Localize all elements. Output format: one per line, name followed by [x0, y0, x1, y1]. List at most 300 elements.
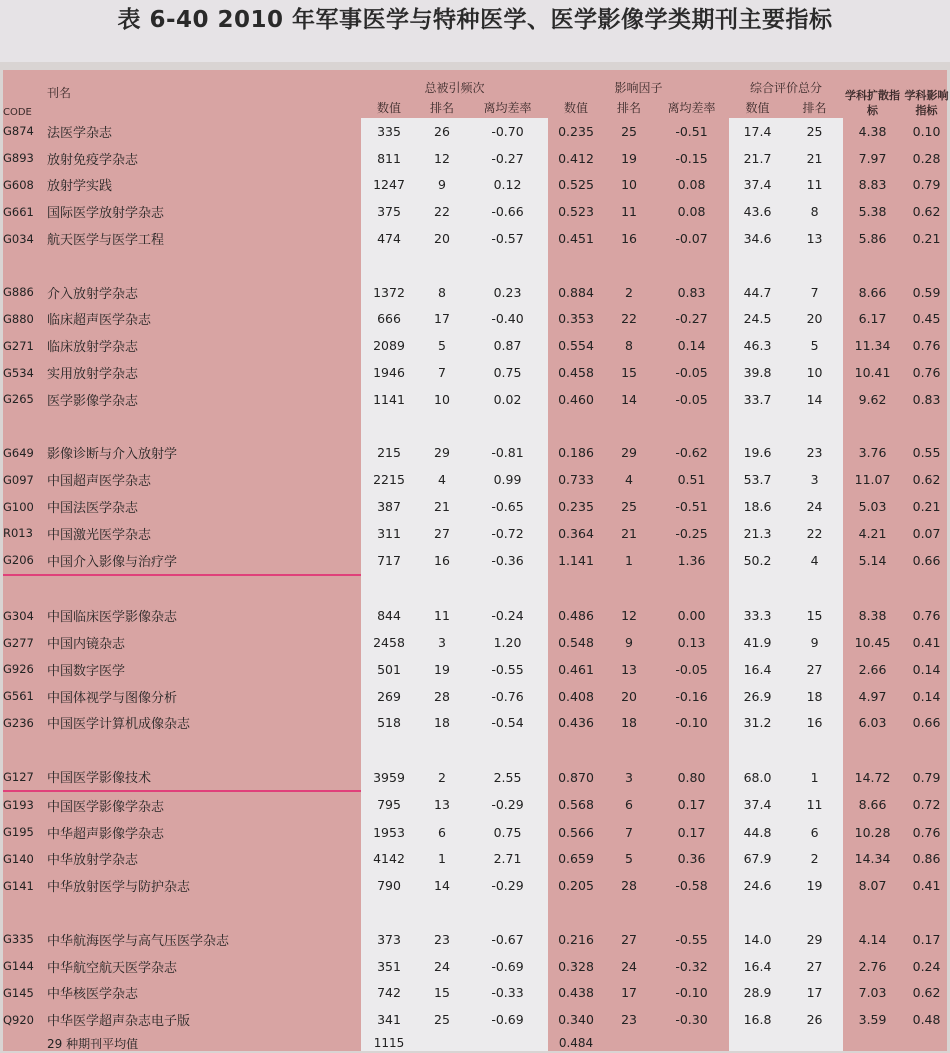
- overall-score-value: 39.8: [743, 365, 772, 381]
- overall-score-value: 33.7: [743, 391, 772, 407]
- total-citations-rank: 17: [434, 311, 450, 327]
- table-row: [3, 198, 950, 225]
- impact-factor-rank: 20: [621, 688, 637, 704]
- total-citations-rank: 5: [438, 338, 446, 354]
- header-total-citations: 总被引频次: [424, 81, 485, 95]
- impact-factor-rank: 8: [625, 338, 633, 354]
- influence-index: 0.28: [912, 150, 941, 166]
- journal-name: 中国医学影像学杂志: [47, 799, 165, 815]
- journal-name: 国际医学放射学杂志: [47, 206, 165, 222]
- overall-score-rank: 1: [810, 769, 819, 785]
- total-citations-rank: 2: [438, 769, 446, 785]
- impact-factor-rank: 2: [625, 284, 633, 300]
- spacer-cell: [3, 899, 950, 926]
- total-citations-value: 518: [377, 715, 401, 731]
- journal-name: 中国内镜杂志: [47, 637, 126, 653]
- impact-factor-deviation: -0.51: [675, 123, 708, 139]
- overall-score-rank: 29: [806, 931, 823, 947]
- impact-factor-rank: 29: [621, 445, 637, 461]
- impact-factor-deviation: -0.05: [675, 391, 708, 407]
- total-citations-value: 1247: [373, 177, 405, 193]
- impact-factor-deviation: -0.10: [675, 715, 708, 731]
- total-citations-deviation: 0.75: [493, 824, 522, 840]
- total-citations-deviation: -0.29: [491, 878, 524, 894]
- journal-code: G304: [3, 608, 34, 623]
- total-citations-value: 269: [377, 688, 401, 704]
- journal-name: 放射学实践: [47, 179, 113, 195]
- total-citations-value: 335: [377, 123, 401, 139]
- table-row: [3, 332, 950, 359]
- journal-name: 航天医学与医学工程: [47, 233, 165, 249]
- expansion-index: 4.21: [858, 525, 887, 541]
- overall-score-value: 16.8: [743, 1012, 772, 1028]
- table-row: [3, 819, 950, 846]
- overall-score-rank: 20: [806, 311, 823, 327]
- total-citations-deviation: 0.12: [493, 177, 522, 193]
- expansion-index: 5.86: [858, 231, 887, 247]
- impact-factor-deviation: -0.10: [675, 985, 708, 1001]
- total-citations-rank: 12: [434, 150, 450, 166]
- journal-code: G206: [3, 547, 47, 575]
- total-citations-rank: 11: [434, 608, 450, 624]
- subheader-rank: 排名: [617, 100, 642, 115]
- impact-factor-value: 0.568: [558, 797, 594, 813]
- total-citations-value: 1141: [373, 391, 405, 407]
- impact-factor-value: 0.458: [558, 365, 594, 381]
- journal-code: Q920: [3, 1012, 35, 1027]
- overall-score-value: 37.4: [743, 797, 772, 813]
- overall-score-rank: 4: [810, 553, 819, 569]
- journal-name: 中国介入影像与治疗学: [47, 547, 361, 575]
- impact-factor-rank: 4: [625, 472, 633, 488]
- table-row: [3, 547, 950, 575]
- total-citations-value: 2089: [373, 338, 405, 354]
- table-row: [3, 791, 950, 819]
- total-citations-value: 2458: [373, 635, 405, 651]
- expansion-index: 7.03: [858, 985, 887, 1001]
- impact-factor-deviation: -0.58: [675, 878, 708, 894]
- impact-factor-rank: 28: [621, 878, 637, 894]
- table-row: [3, 440, 950, 467]
- impact-factor-value: 0.436: [558, 715, 594, 731]
- impact-factor-value: 0.438: [558, 985, 594, 1001]
- impact-factor-deviation: 0.08: [677, 204, 706, 220]
- table-row: [3, 683, 950, 710]
- table-row: [3, 953, 950, 980]
- group-spacer: [3, 252, 950, 279]
- impact-factor-value: 1.141: [558, 553, 594, 569]
- journal-code: G277: [3, 635, 34, 650]
- overall-score-rank: 13: [806, 231, 823, 247]
- total-citations-rank: 6: [438, 824, 446, 840]
- impact-factor-value: 0.566: [558, 824, 594, 840]
- impact-factor-rank: 6: [625, 797, 633, 813]
- impact-factor-rank: 10: [621, 177, 637, 193]
- total-citations-rank: 9: [438, 177, 446, 193]
- total-citations-rank: 13: [434, 797, 450, 813]
- expansion-index: 14.72: [854, 769, 891, 785]
- journal-code: G608: [3, 177, 34, 192]
- header-code: CODE: [3, 107, 32, 118]
- influence-index: 0.21: [912, 499, 941, 515]
- journal-code: G145: [3, 985, 34, 1000]
- expansion-index: 8.38: [858, 608, 887, 624]
- total-citations-deviation: 2.71: [493, 851, 522, 867]
- impact-factor-rank: 3: [625, 769, 633, 785]
- table-row: [3, 629, 950, 656]
- journal-code: G335: [3, 932, 34, 947]
- journal-name: 中华医学超声杂志电子版: [47, 1014, 191, 1030]
- total-citations-value: 474: [377, 231, 401, 247]
- table-row: [3, 466, 950, 493]
- impact-factor-deviation: 0.51: [677, 472, 706, 488]
- impact-factor-value: 0.523: [558, 204, 594, 220]
- total-citations-value: 811: [377, 150, 401, 166]
- spacer-cell: [3, 575, 950, 603]
- journal-name: 中国医学影像技术: [47, 763, 361, 791]
- overall-score-value: 16.4: [743, 661, 772, 677]
- impact-factor-rank: 15: [621, 365, 637, 381]
- impact-factor-rank: 1: [625, 553, 633, 569]
- table-row: [3, 359, 950, 386]
- impact-factor-deviation: 0.36: [677, 851, 706, 867]
- total-citations-value: 795: [377, 797, 401, 813]
- subheader-rank: 排名: [802, 100, 827, 115]
- total-citations-deviation: 0.02: [493, 391, 522, 407]
- journal-table: [3, 70, 950, 1053]
- overall-score-value: 21.7: [743, 150, 772, 166]
- total-citations-deviation: 2.55: [493, 769, 522, 785]
- journal-code: G141: [3, 878, 34, 893]
- total-citations-value: 387: [377, 499, 401, 515]
- impact-factor-deviation: -0.55: [675, 931, 708, 947]
- impact-factor-deviation: 0.13: [677, 635, 706, 651]
- expansion-index: 4.14: [858, 931, 887, 947]
- journal-name: 实用放射学杂志: [47, 367, 139, 383]
- overall-score-rank: 27: [806, 661, 823, 677]
- journal-name: 影像诊断与介入放射学: [47, 447, 178, 463]
- impact-factor-rank: 12: [621, 608, 637, 624]
- influence-index: 0.76: [912, 365, 941, 381]
- impact-factor-value: 0.340: [558, 1012, 594, 1028]
- impact-factor-value: 0.235: [558, 499, 594, 515]
- spacer-cell: [3, 252, 950, 279]
- influence-index: 0.76: [912, 824, 941, 840]
- overall-score-value: 24.5: [743, 311, 772, 327]
- overall-score-value: 44.7: [743, 284, 772, 300]
- overall-score-rank: 18: [806, 688, 823, 704]
- influence-index: 0.45: [912, 311, 941, 327]
- header-influence: 学科影响指标: [904, 89, 949, 117]
- impact-factor-rank: 7: [625, 824, 633, 840]
- avg-empty: [729, 1033, 786, 1053]
- overall-score-value: 19.6: [743, 445, 772, 461]
- total-citations-deviation: -0.36: [491, 553, 524, 569]
- impact-factor-value: 0.460: [558, 391, 594, 407]
- impact-factor-rank: 19: [621, 150, 637, 166]
- total-citations-rank: 1: [438, 851, 446, 867]
- journal-name: 介入放射学杂志: [47, 286, 139, 302]
- journal-name: 中国体视学与图像分析: [47, 690, 178, 706]
- subheader-value: 数值: [564, 100, 589, 115]
- journal-name: 中国法医学杂志: [47, 501, 139, 517]
- influence-index: 0.10: [912, 123, 941, 139]
- overall-score-rank: 15: [806, 608, 823, 624]
- total-citations-deviation: -0.76: [491, 688, 524, 704]
- overall-score-value: 53.7: [743, 472, 772, 488]
- impact-factor-value: 0.216: [558, 931, 594, 947]
- journal-code: G649: [3, 445, 34, 460]
- impact-factor-value: 0.733: [558, 472, 594, 488]
- journal-code: G034: [3, 231, 34, 246]
- total-citations-value: 3959: [373, 769, 405, 785]
- expansion-index: 2.66: [858, 661, 887, 677]
- total-citations-rank: 28: [434, 688, 450, 704]
- overall-score-value: 16.4: [743, 958, 772, 974]
- total-citations-rank: 22: [434, 204, 450, 220]
- overall-score-rank: 10: [806, 365, 823, 381]
- avg-code-cell: [3, 1033, 47, 1053]
- avg-empty: [786, 1033, 843, 1053]
- header-name: 刊名: [47, 86, 72, 100]
- impact-factor-deviation: 0.17: [677, 824, 706, 840]
- expansion-index: 4.38: [858, 123, 887, 139]
- journal-name: 中国激光医学杂志: [47, 527, 152, 543]
- overall-score-value: 41.9: [743, 635, 772, 651]
- subheader-value: 数值: [745, 100, 770, 115]
- total-citations-deviation: -0.65: [491, 499, 524, 515]
- impact-factor-deviation: -0.51: [675, 499, 708, 515]
- total-citations-rank: 20: [434, 231, 450, 247]
- influence-index: 0.21: [912, 231, 941, 247]
- table-row: [3, 656, 950, 683]
- total-citations-value: 1372: [373, 284, 405, 300]
- overall-score-value: 68.0: [743, 769, 772, 785]
- overall-score-value: 14.0: [743, 931, 772, 947]
- impact-factor-value: 0.205: [558, 878, 594, 894]
- journal-name: 中华航海医学与高气压医学杂志: [47, 933, 230, 949]
- impact-factor-rank: 21: [621, 525, 637, 541]
- group-spacer: [3, 575, 950, 603]
- expansion-index: 2.76: [858, 958, 887, 974]
- journal-code: G534: [3, 365, 34, 380]
- expansion-index: 8.07: [858, 878, 887, 894]
- impact-factor-value: 0.451: [558, 231, 594, 247]
- overall-score-value: 33.3: [743, 608, 772, 624]
- total-citations-deviation: -0.67: [491, 931, 524, 947]
- impact-factor-rank: 16: [621, 231, 637, 247]
- impact-factor-rank: 18: [621, 715, 637, 731]
- table-row: [3, 872, 950, 899]
- total-citations-value: 501: [377, 661, 401, 677]
- impact-factor-rank: 13: [621, 661, 637, 677]
- expansion-index: 7.97: [858, 150, 887, 166]
- overall-score-value: 34.6: [743, 231, 772, 247]
- influence-index: 0.66: [912, 553, 941, 569]
- expansion-index: 11.07: [854, 472, 891, 488]
- impact-factor-rank: 14: [621, 391, 637, 407]
- avg-empty: [467, 1033, 548, 1053]
- impact-factor-value: 0.659: [558, 851, 594, 867]
- influence-index: 0.41: [912, 635, 941, 651]
- journal-name: 中华超声影像学杂志: [47, 826, 165, 842]
- impact-factor-deviation: -0.25: [675, 525, 708, 541]
- overall-score-rank: 16: [806, 715, 823, 731]
- impact-factor-value: 0.461: [558, 661, 594, 677]
- overall-score-rank: 21: [806, 150, 823, 166]
- total-citations-rank: 3: [438, 635, 446, 651]
- table-row: [3, 145, 950, 172]
- impact-factor-value: 0.884: [558, 284, 594, 300]
- impact-factor-rank: 17: [621, 985, 637, 1001]
- expansion-index: 10.41: [854, 365, 891, 381]
- impact-factor-value: 0.554: [558, 338, 594, 354]
- journal-name: 中华放射学杂志: [47, 853, 139, 869]
- spacer-cell: [3, 413, 950, 440]
- impact-factor-deviation: 0.80: [677, 769, 706, 785]
- journal-name: 法医学杂志: [47, 125, 113, 141]
- influence-index: 0.41: [912, 878, 941, 894]
- expansion-index: 11.34: [854, 338, 891, 354]
- influence-index: 0.62: [912, 204, 941, 220]
- impact-factor-rank: 22: [621, 311, 637, 327]
- influence-index: 0.76: [912, 608, 941, 624]
- expansion-index: 5.38: [858, 204, 887, 220]
- average-impact-factor: 0.484: [558, 1036, 594, 1051]
- expansion-index: 6.03: [858, 715, 887, 731]
- overall-score-rank: 14: [806, 391, 823, 407]
- overall-score-rank: 11: [806, 797, 823, 813]
- expansion-index: 4.97: [858, 688, 887, 704]
- influence-index: 0.55: [912, 445, 941, 461]
- total-citations-deviation: 0.75: [493, 365, 522, 381]
- total-citations-deviation: -0.57: [491, 231, 524, 247]
- journal-code: G271: [3, 338, 34, 353]
- journal-code: G661: [3, 204, 34, 219]
- expansion-index: 10.45: [854, 635, 891, 651]
- expansion-index: 10.28: [854, 824, 891, 840]
- total-citations-deviation: -0.69: [491, 1012, 524, 1028]
- overall-score-rank: 27: [806, 958, 823, 974]
- impact-factor-value: 0.486: [558, 608, 594, 624]
- journal-name: 医学影像学杂志: [47, 393, 139, 409]
- influence-index: 0.72: [912, 797, 941, 813]
- overall-score-rank: 26: [806, 1012, 823, 1028]
- total-citations-value: 375: [377, 204, 401, 220]
- expansion-index: 8.66: [858, 284, 887, 300]
- table-body: [3, 118, 950, 1053]
- journal-name: 中华核医学杂志: [47, 987, 139, 1003]
- subheader-value: 数值: [376, 100, 401, 115]
- expansion-index: 8.83: [858, 177, 887, 193]
- impact-factor-rank: 24: [621, 958, 637, 974]
- total-citations-deviation: -0.72: [491, 525, 524, 541]
- table-row: [3, 118, 950, 145]
- total-citations-rank: 18: [434, 715, 450, 731]
- impact-factor-value: 0.408: [558, 688, 594, 704]
- impact-factor-rank: 5: [625, 851, 633, 867]
- overall-score-rank: 3: [810, 472, 819, 488]
- overall-score-value: 44.8: [743, 824, 772, 840]
- total-citations-deviation: 0.23: [493, 284, 522, 300]
- total-citations-rank: 4: [438, 472, 446, 488]
- impact-factor-value: 0.870: [558, 769, 594, 785]
- total-citations-rank: 19: [434, 661, 450, 677]
- average-label: 29 种期刊平均值: [47, 1036, 139, 1051]
- overall-score-rank: 2: [810, 851, 819, 867]
- expansion-index: 9.62: [858, 391, 887, 407]
- influence-index: 0.14: [912, 688, 941, 704]
- total-citations-rank: 26: [434, 123, 450, 139]
- overall-score-rank: 24: [806, 499, 823, 515]
- total-citations-deviation: -0.55: [491, 661, 524, 677]
- subheader-deviation: 离均差率: [483, 100, 532, 115]
- impact-factor-value: 0.412: [558, 150, 594, 166]
- total-citations-value: 1953: [373, 824, 405, 840]
- total-citations-deviation: -0.27: [491, 150, 524, 166]
- header-overall-score: 综合评价总分: [750, 81, 823, 95]
- impact-factor-rank: 25: [621, 123, 637, 139]
- journal-name: 中华放射医学与防护杂志: [47, 880, 191, 896]
- impact-factor-rank: 9: [625, 635, 633, 651]
- journal-name: 临床超声医学杂志: [47, 313, 152, 329]
- journal-name: 中华航空航天医学杂志: [47, 960, 178, 976]
- overall-score-rank: 9: [810, 635, 819, 651]
- journal-name: 中国医学计算机成像杂志: [47, 717, 191, 733]
- overall-score-rank: 5: [810, 338, 819, 354]
- table-row: [3, 225, 950, 252]
- impact-factor-rank: 23: [621, 1012, 637, 1028]
- total-citations-rank: 27: [434, 525, 450, 541]
- overall-score-rank: 8: [810, 204, 819, 220]
- impact-factor-deviation: -0.27: [675, 311, 708, 327]
- influence-index: 0.48: [912, 1012, 941, 1028]
- journal-code: G561: [3, 689, 34, 704]
- expansion-index: 6.17: [858, 311, 887, 327]
- average-row: [3, 1033, 950, 1053]
- overall-score-value: 31.2: [743, 715, 772, 731]
- impact-factor-deviation: -0.07: [675, 231, 708, 247]
- influence-index: 0.76: [912, 338, 941, 354]
- total-citations-deviation: -0.33: [491, 985, 524, 1001]
- impact-factor-rank: 11: [621, 204, 637, 220]
- journal-code: G265: [3, 392, 34, 407]
- table-row: [3, 710, 950, 737]
- table-row: [3, 1006, 950, 1033]
- influence-index: 0.17: [912, 931, 941, 947]
- expansion-index: 3.59: [858, 1012, 887, 1028]
- total-citations-deviation: -0.70: [491, 123, 524, 139]
- header-impact-factor: 影响因子: [614, 81, 663, 95]
- total-citations-value: 717: [377, 553, 401, 569]
- table-row: [3, 386, 950, 413]
- total-citations-rank: 23: [434, 931, 450, 947]
- impact-factor-value: 0.525: [558, 177, 594, 193]
- journal-name: 放射免疫学杂志: [47, 152, 139, 168]
- avg-empty: [604, 1033, 654, 1053]
- influence-index: 0.62: [912, 472, 941, 488]
- impact-factor-deviation: -0.05: [675, 365, 708, 381]
- total-citations-rank: 25: [434, 1012, 450, 1028]
- expansion-index: 3.76: [858, 445, 887, 461]
- total-citations-rank: 7: [438, 365, 446, 381]
- avg-empty: [843, 1033, 902, 1053]
- total-citations-rank: 29: [434, 445, 450, 461]
- impact-factor-deviation: -0.30: [675, 1012, 708, 1028]
- total-citations-value: 215: [377, 445, 401, 461]
- overall-score-rank: 19: [806, 878, 823, 894]
- overall-score-rank: 17: [806, 985, 823, 1001]
